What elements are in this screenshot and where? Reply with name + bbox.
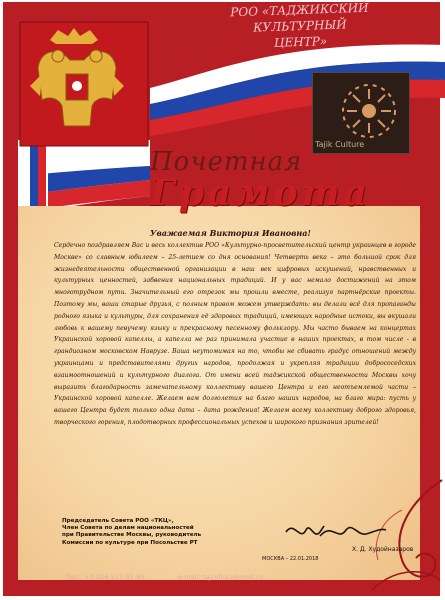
place-date: МОСКВА – 22.01.2018 <box>262 556 319 562</box>
greeting: Уважаемая Виктория Ивановна! <box>150 228 311 238</box>
logo-caption: Tajik Culture <box>315 140 365 149</box>
organization-line-1: РОО «ТАДЖИКСКИЙ <box>230 0 369 20</box>
footer-line-3: при Правительстве Москвы, руководитель <box>62 532 202 539</box>
tajik-culture-logo <box>312 72 410 154</box>
signer-name: Х. Д. Худойназаров <box>352 546 414 553</box>
organization-name <box>224 0 376 53</box>
organization-line-2: КУЛЬТУРНЫЙ <box>253 17 347 35</box>
contact-email: e-mail: tajculture@mail.ru <box>178 573 263 581</box>
footer-line-4: Комиссии по культуре при Посольстве РТ <box>62 539 198 546</box>
body-paragraph: Сердечно поздравляем Вас и весь коллектив РОО «Культурно-просветительский центр украинцев в городе Москве» со славным юбилеем – 25-летием со дня основания! Четверть века – это большой срок для жизнедеятельности общественной организации в наш век цифровых искушений, нравственных и культурных ценностей, забвения национальных традиций. И у вас немало достижений на этом многотрудном пути. Значительный его отрезок мы прошли вместе, реализуя партнёрские проекты. Поэтому мы, ваши старые друзья, с полным правом можем утверждать: вы делали всё для пропаганды родного языка и культуры, для сохранения её здоровых традиций, имеющих народные истоки, вы вкушали любовь к вашему певучему языку и прекрасному песенному фольклору. Мы часто бываем на концертах Украинской хоровой капеллы, а капелла не раз принимала участие в наших проектах, в том числе - в грандиозном московском Наврузе. Ваша неутомимая на то, чтобы не сбивать градус отношений между украинцами и представителями других народов, продолжая и укрепляя традиции добрососедских взаимоотношений и культурного диалога. От имени всей таджикской общественности Москвы хочу выразить благодарность замечательному коллективу вашего Центра и его неотъемлемой части – Украинской хоровой капелле. Желаем вам долголетия на благо наших народов, на благо мира: пусть у вашего Центра будет только одна дата – дата рождения! Желаем всему коллективу доброго здоровья, творческого горения, плодотворных профессиональных успехов и широкого признания зрителей! <box>54 242 416 426</box>
title-line-2: Грамота <box>150 172 372 214</box>
footer-signer-title <box>62 518 262 547</box>
title-line-1: Почетная <box>150 147 303 177</box>
footer-line-2: Член Совета по делам национальностей <box>62 525 194 532</box>
footer-line-1: Председатель Совета РОО «ТКЦ», <box>62 518 174 524</box>
contact-phone: Тел.: +7 926-522-55-95 <box>66 573 145 581</box>
body-text <box>54 240 416 429</box>
double-headed-eagle-icon <box>20 22 148 146</box>
organization-line-3: ЦЕНТР» <box>273 34 328 50</box>
